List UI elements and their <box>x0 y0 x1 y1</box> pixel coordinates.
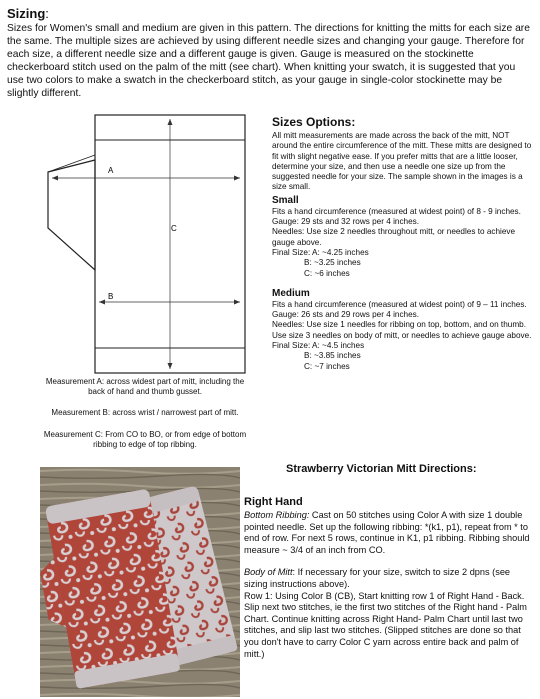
small-gauge: Gauge: 29 sts and 32 rows per 4 inches. <box>272 217 420 227</box>
sizing-heading-colon: : <box>45 6 49 21</box>
medium-final-b: B: ~3.85 inches <box>304 351 361 361</box>
body-of-mitt-text: : If necessary for your size, switch to size 2 dpns (see sizing instructions above). <box>244 567 511 589</box>
medium-heading: Medium <box>272 287 310 299</box>
small-fit: Fits a hand circumference (measured at widest point) of 8 - 9 inches. <box>272 206 521 216</box>
label-b: B <box>108 292 114 301</box>
small-final-b: B: ~3.25 inches <box>304 258 361 268</box>
measurement-b-arrow-left <box>99 300 105 305</box>
sizing-heading-text: Sizing <box>7 6 46 21</box>
medium-final-c: C: ~7 inches <box>304 361 350 371</box>
body-of-mitt-paragraph <box>244 567 534 590</box>
thumb-top-line <box>48 155 95 172</box>
right-hand-heading: Right Hand <box>244 496 303 508</box>
size-options-section <box>272 115 532 372</box>
measurement-b-arrow-right <box>234 300 240 305</box>
thumb-gusset-outline <box>48 160 95 270</box>
small-needles: Needles: Use size 2 needles throughout mitt, or needles to achieve gauge above. <box>272 227 516 247</box>
medium-final-a: Final Size: A: ~4.5 inches <box>272 341 365 351</box>
label-c: C <box>171 224 177 233</box>
caption-measurement-b: Measurement B: across wrist / narrowest part of mitt. <box>51 408 239 417</box>
medium-fit: Fits a hand circumference (measured at widest point) of 9 – 11 inches. <box>272 299 527 309</box>
measurement-a-arrow-right <box>234 176 240 181</box>
small-final-a: Final Size: A: ~4.25 inches <box>272 247 369 257</box>
small-heading: Small <box>272 194 299 206</box>
measurement-c-arrow-top <box>168 119 173 125</box>
bottom-ribbing-paragraph <box>244 510 534 556</box>
size-options-heading: Sizes Options: <box>272 115 356 129</box>
caption-measurement-a: Measurement A: across widest part of mitt, including the back of hand and thumb gusset. <box>45 377 245 396</box>
measurement-a-arrow-left <box>52 176 58 181</box>
medium-gauge: Gauge: 26 sts and 29 rows per 4 inches. <box>272 310 420 320</box>
measurement-c-arrow-bottom <box>168 363 173 369</box>
medium-needles: Needles: Use size 1 needles for ribbing on top, bottom, and on thumb. Use size 3 needles on body of mitt, or needles to achieve gauge above. <box>272 320 532 340</box>
body-of-mitt-label: Body of Mitt <box>244 567 293 578</box>
caption-measurement-c: Measurement C: From CO to BO, or from edge of bottom ribbing to edge of top ribbing. <box>43 430 247 449</box>
size-options-intro: All mitt measurements are made across the back of the mitt, NOT around the entire circumference of the mitt. These mitts are designed to fit with slight negative ease. If you prefer mitts that are a little looser, determine your size, and then use a needle one size up from the suggested needle for your size. The sample shown in the images is a size small. <box>272 131 532 192</box>
small-final-c: C: ~6 inches <box>304 268 350 278</box>
sizing-paragraph: Sizes for Women's small and medium are given in this pattern. The directions for knitting the mitts for each size are the same. The multiple sizes are achieved by using different needle sizes and changing your gauge. Therefore for each size, a different needle size and a different gauge is given. Gauge is measured on the stockinette checkerboard stitch used on the palm of the mitt (see chart). When knitting your swatch, it is suggested that you use two colors to make a swatch in the checkerboard stitch, as your gauge in single-color stockinette may be slightly different. <box>7 23 530 99</box>
directions-title: Strawberry Victorian Mitt Directions: <box>286 463 477 475</box>
bottom-ribbing-label: Bottom Ribbing: <box>244 510 310 520</box>
sizing-heading <box>7 6 49 21</box>
directions-section <box>244 495 534 660</box>
label-a: A <box>108 166 114 175</box>
mitt-schematic <box>40 110 260 380</box>
mitts-photo <box>40 467 240 697</box>
row-1-instructions: Row 1: Using Color B (CB), Start knitting row 1 of Right Hand - Back. Slip next two stitches, ie the first two stitches of the Right hand - Palm Chart. Continue knitting across Right Hand- Palm Chart until last two stitches, and slip last two stitches. (Slipped stitches are done so that you don't have to carry Color C yarn across entire back and palm of mitt.) <box>244 590 527 659</box>
bottom-ribbing-text: Cast on 50 stitches using Color A with size 1 double pointed needle. Set up the following ribbing: *(k1, p1), repeat from * to end of row. For next 5 rows, continue in K1, p1 ribbing. Ribbing should measure ~ 3/4 of an inch from CO. <box>244 510 530 555</box>
